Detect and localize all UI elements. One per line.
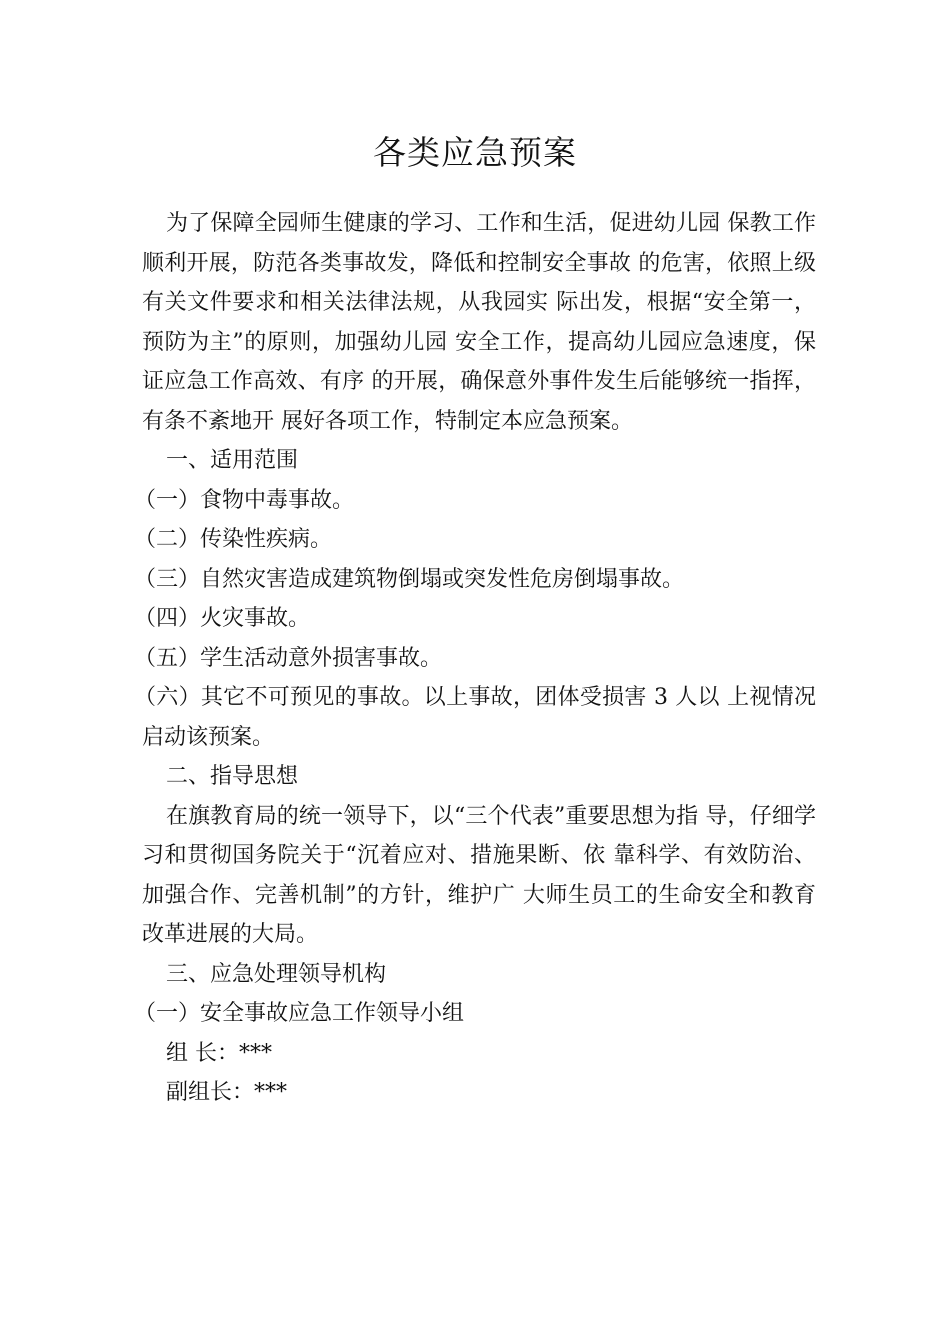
group-leader-line: 组 长：*** [166, 1040, 272, 1066]
intro-paragraph: 为了保障全园师生健康的学习、工作和生活，促进幼儿园 保教工作顺利开展，防范各类事故发，降低和控制安全事故 的危害，依照上级有关文件要求和相关法律法规，从我园实 际出发，根据“安全第一，预防为主”的原则，加强幼儿园 安全工作，提高幼儿园应急速度，保证应急工作高效、有序 的开展，确保意外事件发生后能够统一指挥，有条不紊地开 展好各项工作，特制定本应急预案。 [142, 211, 816, 434]
section-heading-scope: 一、适用范围 [166, 448, 299, 473]
scope-item: （三）自然灾害造成建筑物倒塌或突发性危房倒塌事故。 [134, 566, 685, 592]
scope-item: （五）学生活动意外损害事故。 [134, 645, 443, 671]
section-heading-guiding-thought: 二、指导思想 [166, 764, 299, 789]
deputy-leader-line: 副组长：*** [166, 1080, 288, 1105]
scope-item: （二）传染性疾病。 [134, 527, 333, 552]
scope-item: （六）其它不可预见的事故。以上事故，团体受损害 3 人以 上视情况启动该预案。 [134, 685, 816, 750]
scope-item: （四）火灾事故。 [134, 606, 311, 631]
leadership-group-heading: （一）安全事故应急工作领导小组 [134, 1001, 465, 1026]
guiding-thought-paragraph: 在旗教育局的统一领导下，以“三个代表”重要思想为指 导，仔细学习和贯彻国务院关于“沉着应对、措施果断、依 靠科学、有效防治、加强合作、完善机制”的方针，维护广 大师生员工的生命安全和教育改革进展的大局。 [142, 803, 816, 947]
document-title: 各类应急预案 [373, 133, 577, 172]
scope-item: （一）食物中毒事故。 [134, 487, 355, 513]
section-heading-leadership: 三、应急处理领导机构 [166, 961, 387, 987]
document-body [134, 204, 816, 1113]
